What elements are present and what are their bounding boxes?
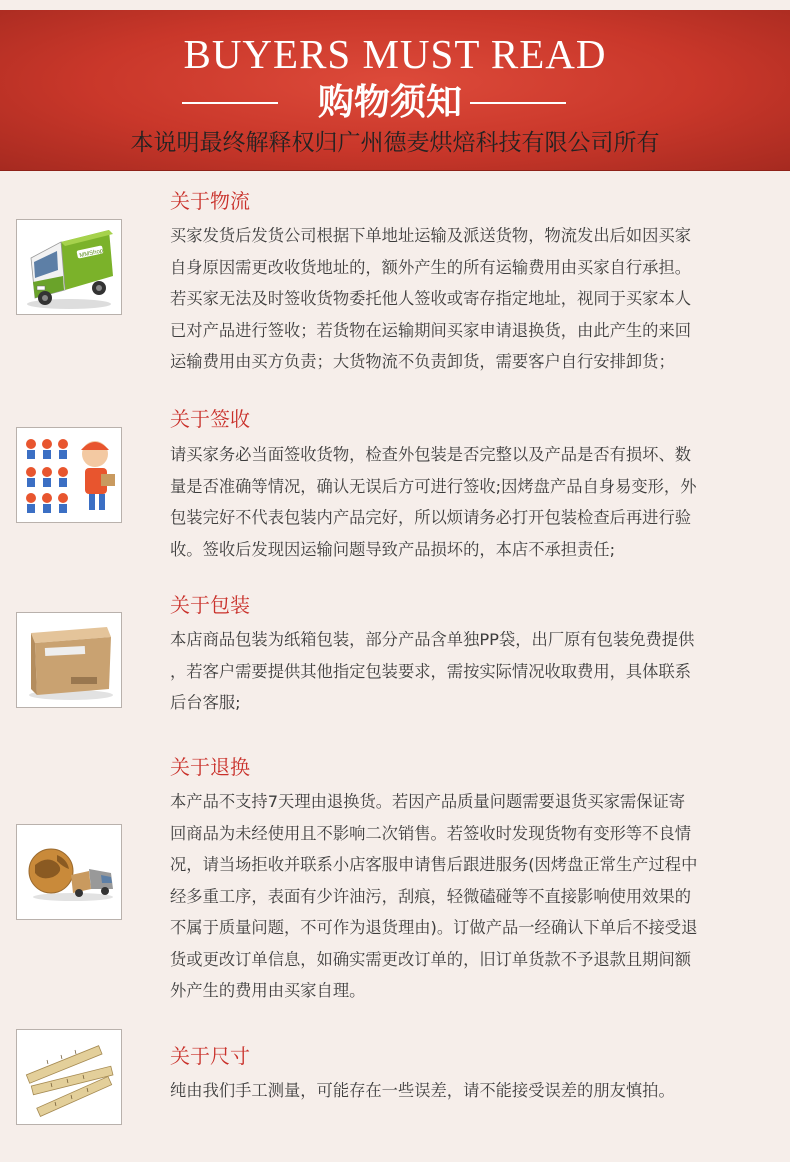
body-line: 况，请当场拒收并联系小店客服申请售后跟进服务(因烤盘正常生产过程中 [170,855,698,874]
globe-truck-icon [17,825,121,919]
truck-icon [17,220,121,314]
header-title-row [0,82,790,124]
section-body [170,439,770,565]
body-line: 量是否准确等情况，确认无误后方可进行签收;因烤盘产品自身易变形，外 [170,476,697,496]
header-divider-right [470,102,566,104]
receipt-thumbnail [16,427,122,523]
header-divider-left [182,102,278,104]
box-icon [17,613,121,707]
body-line: 本店商品包装为纸箱包装，部分产品含单独PP袋，出厂原有包装免费提供 [170,630,695,649]
body-line: 收。签收后发现因运输问题导致产品损坏的，本店不承担责任; [170,539,616,559]
header-subtitle: 本说明最终解释权归广州德麦烘焙科技有限公司所有 [130,130,660,156]
section-title: 关于尺寸 [170,1044,250,1068]
body-line: 已对产品进行签收；若货物在运输期间买家申请退换货，由此产生的来回 [170,320,692,340]
section-title: 关于物流 [170,189,250,213]
section-body [170,786,770,1007]
body-line: 经多重工序，表面有少许油污，刮痕，轻微磕碰等不直接影响使用效果的 [170,886,692,906]
body-line: 本产品不支持7天理由退换货。若因产品质量问题需要退货买家需保证寄 [170,792,686,811]
section-body [170,220,770,378]
section-title: 关于包装 [170,593,250,617]
body-line: 运输费用由买方负责；大货物流不负责卸货，需要客户自行安排卸货； [170,352,675,371]
body-line: 货或更改订单信息，如确实需更改订单的，旧订单货款不予退款且期间额 [170,949,692,969]
logistics-thumbnail [16,219,122,315]
section-title: 关于退换 [170,755,250,779]
body-line: 自身原因需更改收货地址的，额外产生的所有运输费用由买家自行承担。 [170,257,692,277]
body-line: 不属于质量问题，不可作为退货理由)。订做产品一经确认下单后不接受退 [170,918,698,937]
body-line: 包装完好不代表包装内产品完好，所以烦请务必打开包装检查后再进行验 [170,508,692,527]
body-line: 纯由我们手工测量，可能存在一些误差，请不能接受误差的朋友慎拍。 [170,1081,675,1100]
ruler-icon [17,1030,121,1124]
body-line: 买家发货后发货公司根据下单地址运输及派送货物，物流发出后如因买家 [170,226,692,245]
returns-thumbnail [16,824,122,920]
body-line: ，若客户需要提供其他指定包装要求，需按实际情况收取费用，具体联系 [170,661,692,681]
body-line: 请买家务必当面签收货物，检查外包装是否完整以及产品是否有损坏、数 [170,445,692,464]
size-thumbnail [16,1029,122,1125]
body-line: 外产生的费用由买家自理。 [170,981,366,1000]
body-line: 回商品为未经使用且不影响二次销售。若签收时发现货物有变形等不良情 [170,823,692,843]
packaging-thumbnail [16,612,122,708]
header-title-cn: 购物须知 [317,82,462,123]
truck-brand-label: MMShop [79,248,104,260]
section-title: 关于签收 [170,407,250,431]
section-body [170,624,770,719]
header-banner [0,10,790,171]
header-title-en: BUYERS MUST READ [183,31,607,77]
courier-icon [17,428,121,522]
body-line: 若买家无法及时签收货物委托他人签收或寄存指定地址，视同于买家本人 [170,289,692,308]
body-line: 后台客服; [170,693,241,712]
section-body [170,1075,770,1107]
